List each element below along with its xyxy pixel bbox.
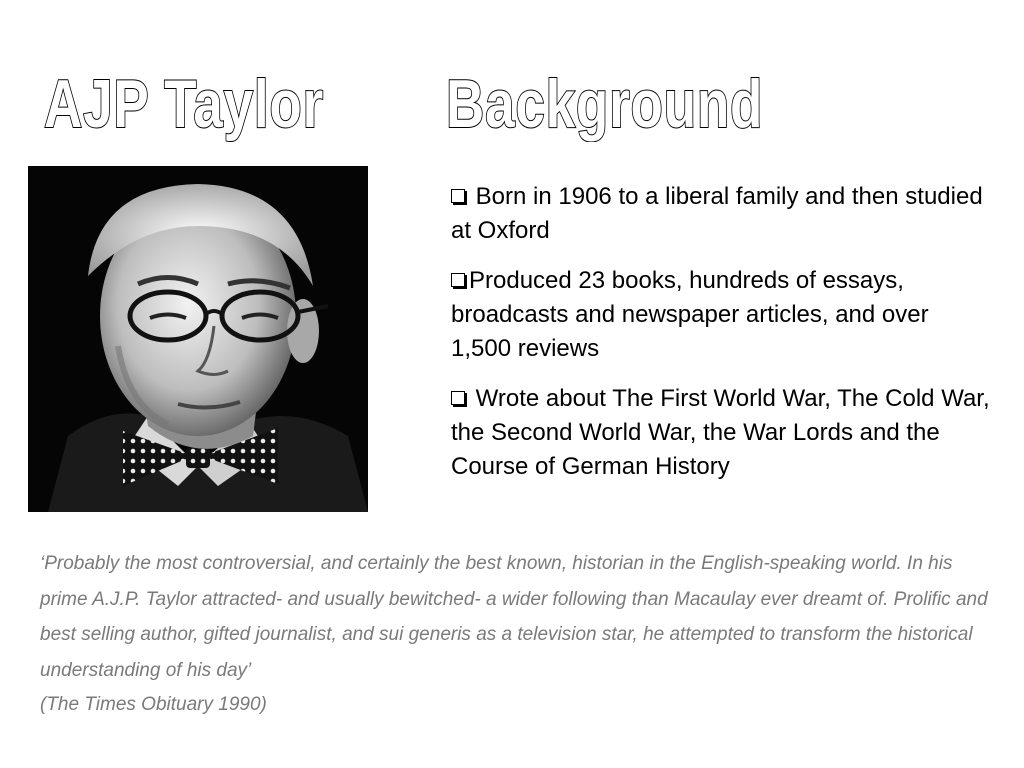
title-name: AJP Taylor	[44, 66, 324, 142]
hollow-square-bullet-icon	[451, 273, 465, 287]
bullet-text: Born in 1906 to a liberal family and then studied at Oxford	[451, 183, 983, 244]
hollow-square-bullet-icon	[451, 391, 465, 405]
bullet-list	[451, 180, 991, 500]
portrait-photo	[28, 166, 368, 512]
obituary-quote: ‘Probably the most controversial, and certainly the best known, historian in the English-speaking world. In his prime A.J.P. Taylor attracted- and usually bewitched- a wider following than Macaulay ever dreamt of. Prolific and best selling author, gifted journalist, and sui generis as a television star, he attempted to transform the historical understanding of his day’	[40, 553, 988, 681]
bullet-text: Produced 23 books, hundreds of essays, broadcasts and newspaper articles, and over 1,500 reviews	[451, 267, 929, 362]
quote-source: (The Times Obituary 1990)	[40, 694, 267, 715]
bullet-item	[451, 264, 991, 366]
bullet-text: Wrote about The First World War, The Cold War, the Second World War, the War Lords and the Course of German History	[451, 385, 990, 480]
bullet-item	[451, 180, 991, 248]
hollow-square-bullet-icon	[451, 189, 465, 203]
title-section: Background	[446, 66, 764, 142]
bullet-item	[451, 382, 991, 484]
